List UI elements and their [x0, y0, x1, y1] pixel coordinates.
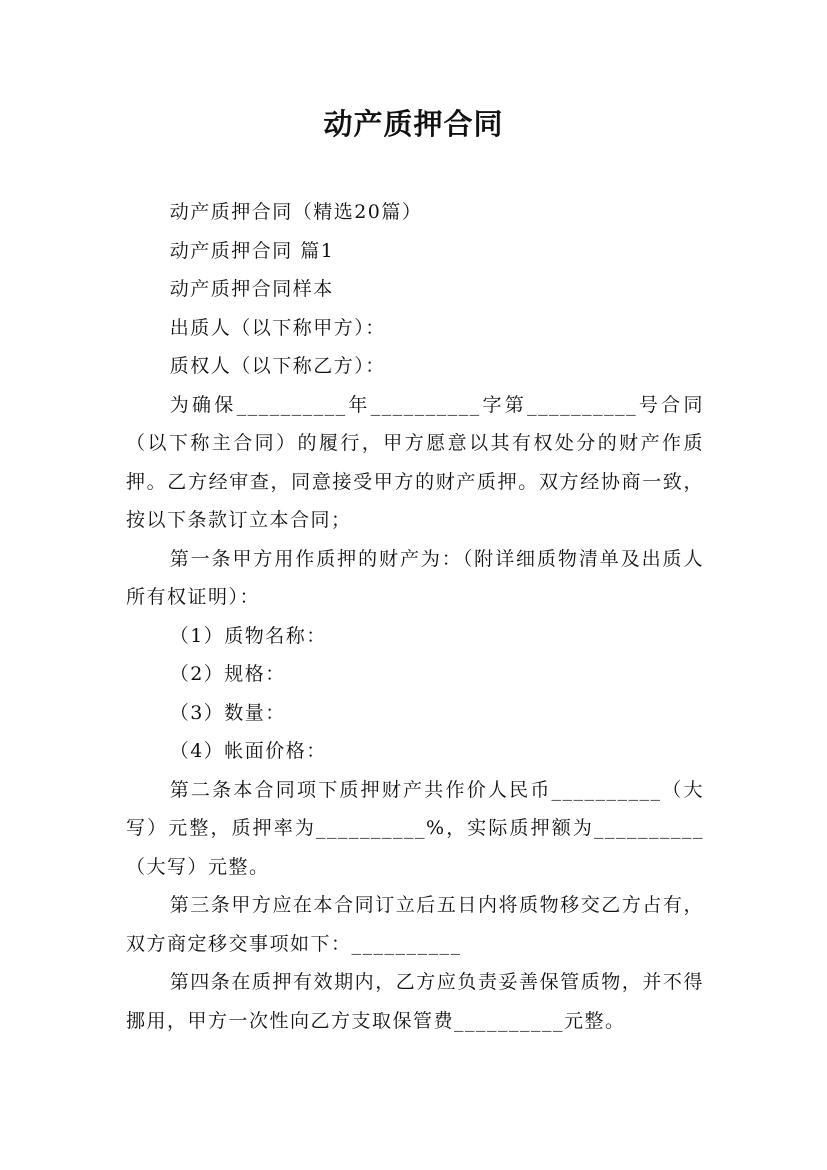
list-item-quantity: （3）数量：: [169, 701, 286, 724]
paragraph-preamble: 为确保__________年__________字第__________号合同（以下称主合同）的履行，甲方愿意以其有权处分的财产作质押。乙方经审查，同意接受甲方的财产质押。双方经协商一致，按以下条款订立本合同；: [126, 393, 704, 531]
paragraph-article-2: 第二条本合同项下质押财产共作价人民币__________（大写）元整，质押率为__________%，实际质押额为__________（大写）元整。: [126, 778, 704, 878]
paragraph-subtitle: 动产质押合同（精选20篇）: [169, 201, 423, 223]
list-item-spec: （2）规格：: [169, 663, 286, 685]
document-title: 动产质押合同: [323, 107, 504, 141]
paragraph-article-3: 第三条甲方应在本合同订立后五日内将质物移交乙方占有，双方商定移交事项如下：__________: [126, 894, 704, 955]
list-item-name: （1）质物名称：: [169, 624, 327, 647]
list-item-price: （4）帐面价格：: [169, 740, 327, 762]
paragraph-pledgor: 出质人（以下称甲方）：: [169, 316, 386, 339]
paragraph-sample-heading: 动产质押合同样本: [169, 278, 334, 300]
document-body: [126, 193, 704, 1040]
paragraph-article-4: 第四条在质押有效期内，乙方应负责妥善保管质物，并不得挪用，甲方一次性向乙方支取保管费__________元整。: [126, 971, 704, 1032]
paragraph-pledgee: 质权人（以下称乙方）：: [169, 355, 386, 377]
paragraph-section-heading: 动产质押合同 篇1: [169, 239, 335, 262]
paragraph-article-1: 第一条甲方用作质押的财产为：（附详细质物清单及出质人所有权证明）：: [126, 547, 704, 608]
